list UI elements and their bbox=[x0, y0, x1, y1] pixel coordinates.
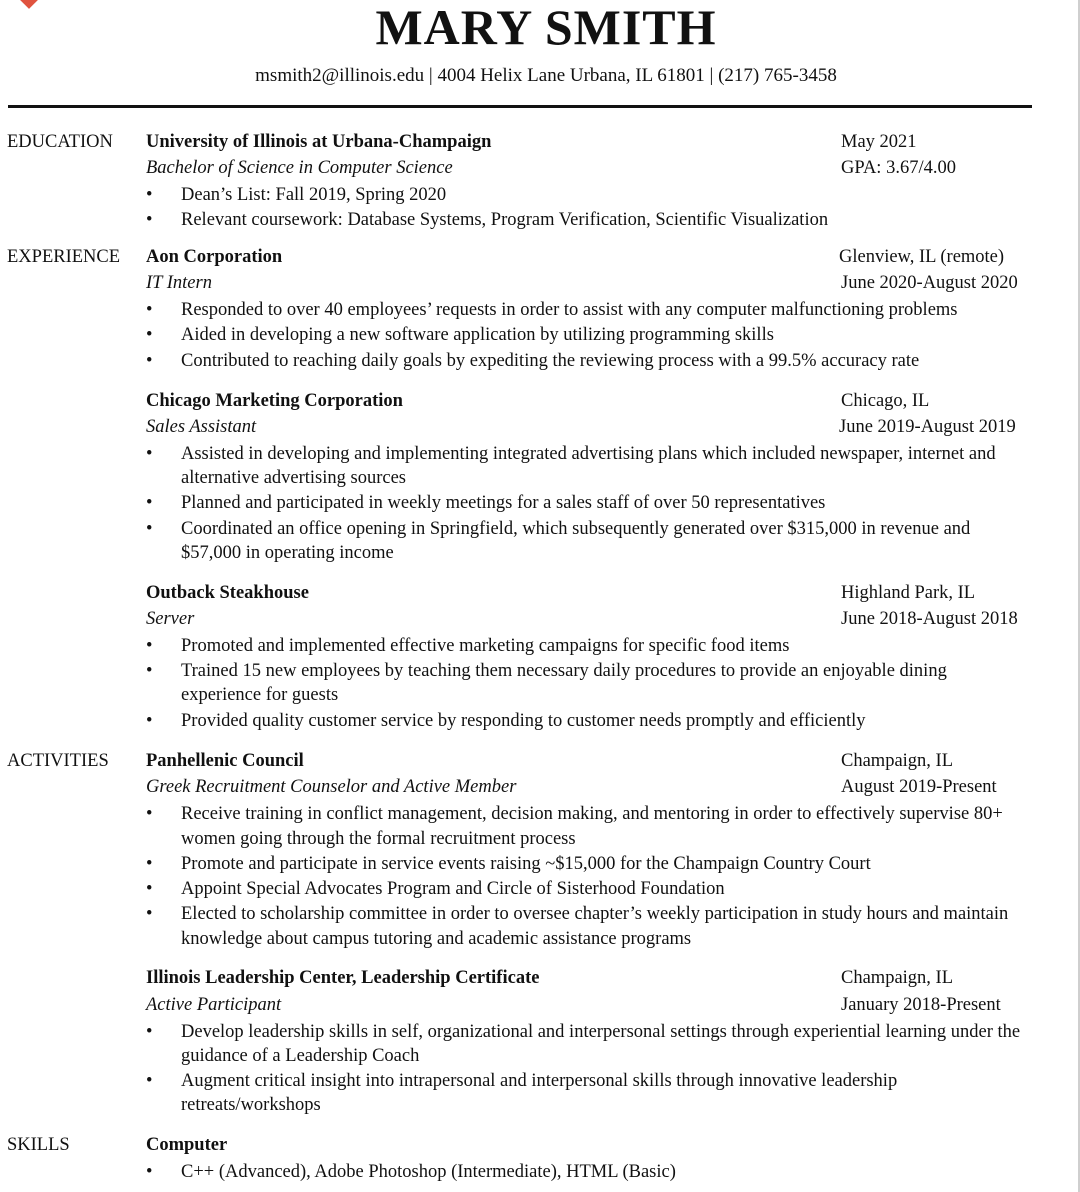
activity-role: Greek Recruitment Counselor and Active Member bbox=[146, 777, 517, 797]
bullet-text: Responded to over 40 employees’ requests in order to assist with any computer malfunctioning problems bbox=[181, 300, 958, 320]
job-dates: June 2019-August 2019 bbox=[839, 417, 1016, 437]
contact-email: msmith2@illinois.edu bbox=[255, 65, 425, 86]
activity-location: Champaign, IL bbox=[841, 968, 954, 988]
activity-location: Champaign, IL bbox=[841, 751, 954, 771]
bullet-text: C++ (Advanced), Adobe Photoshop (Intermediate), HTML (Basic) bbox=[181, 1162, 676, 1182]
degree: Bachelor of Science in Computer Science bbox=[146, 158, 453, 178]
bullet-icon: • bbox=[146, 804, 153, 824]
bullet-text: Aided in developing a new software application by utilizing programming skills bbox=[181, 325, 774, 345]
bullet-text: Augment critical insight into intrapersonal and interpersonal skills through innovative leadership bbox=[181, 1071, 898, 1091]
bullet-icon: • bbox=[146, 493, 153, 513]
bullet-icon: • bbox=[146, 711, 153, 731]
activity-org: Panhellenic Council bbox=[146, 751, 304, 771]
job-location: Highland Park, IL bbox=[841, 583, 976, 603]
bullet-text: $57,000 in operating income bbox=[181, 543, 394, 563]
job-dates: June 2020-August 2020 bbox=[841, 273, 1018, 293]
bullet-icon: • bbox=[146, 1162, 153, 1182]
bullet-text: knowledge about campus tutoring and academic assistance programs bbox=[181, 929, 692, 949]
job-role: Sales Assistant bbox=[146, 417, 257, 437]
resume-name: MARY SMITH bbox=[375, 0, 717, 55]
bullet-icon: • bbox=[146, 351, 153, 371]
bullet-icon: • bbox=[146, 300, 153, 320]
bullet-text: Assisted in developing and implementing integrated advertising plans which included newspaper, internet and bbox=[181, 444, 996, 464]
activity-role: Active Participant bbox=[146, 995, 282, 1015]
bullet-icon: • bbox=[146, 210, 153, 230]
job-org: Chicago Marketing Corporation bbox=[146, 391, 403, 411]
job-org: Aon Corporation bbox=[146, 247, 283, 267]
activity-org: Illinois Leadership Center, Leadership Certificate bbox=[146, 968, 540, 988]
bullet-text: Provided quality customer service by responding to customer needs promptly and efficiently bbox=[181, 711, 866, 731]
gpa: GPA: 3.67/4.00 bbox=[841, 158, 956, 178]
bullet-icon: • bbox=[146, 854, 153, 874]
bullet-text: women going through the formal recruitment process bbox=[181, 829, 576, 849]
school-name: University of Illinois at Urbana-Champaign bbox=[146, 132, 492, 152]
contact-address: 4004 Helix Lane Urbana, IL 61801 bbox=[437, 65, 705, 86]
job-role: Server bbox=[146, 609, 195, 629]
bullet-icon: • bbox=[146, 325, 153, 345]
bullet-icon: • bbox=[146, 904, 153, 924]
activity-dates: January 2018-Present bbox=[841, 995, 1001, 1015]
bullet-icon: • bbox=[146, 444, 153, 464]
bullet-icon: • bbox=[146, 1071, 153, 1091]
bullet-text: Appoint Special Advocates Program and Circle of Sisterhood Foundation bbox=[181, 879, 725, 899]
contact-separator: | bbox=[709, 65, 714, 86]
bullet-text: Dean’s List: Fall 2019, Spring 2020 bbox=[181, 185, 447, 205]
graduation-date: May 2021 bbox=[841, 132, 917, 152]
contact-line bbox=[0, 63, 1080, 89]
bullet-text: Elected to scholarship committee in order to oversee chapter’s weekly participation in study hours and maintain bbox=[181, 904, 1009, 924]
section-heading-experience: EXPERIENCE bbox=[7, 247, 121, 267]
job-location: Chicago, IL bbox=[841, 391, 930, 411]
bullet-text: guidance of a Leadership Coach bbox=[181, 1046, 420, 1066]
section-heading-skills: SKILLS bbox=[7, 1135, 70, 1155]
section-heading-activities: ACTIVITIES bbox=[7, 751, 109, 771]
job-dates: June 2018-August 2018 bbox=[841, 609, 1018, 629]
bullet-icon: • bbox=[146, 1022, 153, 1042]
bullet-text: Develop leadership skills in self, organizational and interpersonal settings through experiential learning under the bbox=[181, 1022, 1021, 1042]
bullet-text: experience for guests bbox=[181, 685, 339, 705]
bullet-text: Planned and participated in weekly meetings for a sales staff of over 50 representatives bbox=[181, 493, 826, 513]
bullet-text: Relevant coursework: Database Systems, Program Verification, Scientific Visualization bbox=[181, 210, 829, 230]
bullet-text: Coordinated an office opening in Springfield, which subsequently generated over $315,000 in revenue and bbox=[181, 519, 971, 539]
bullet-text: Promoted and implemented effective marketing campaigns for specific food items bbox=[181, 636, 790, 656]
bullet-text: Promote and participate in service events raising ~$15,000 for the Champaign Country Court bbox=[181, 854, 871, 874]
bullet-icon: • bbox=[146, 636, 153, 656]
bullet-icon: • bbox=[146, 661, 153, 681]
bullet-text: Receive training in conflict management, decision making, and mentoring in order to effectively supervise 80+ bbox=[181, 804, 1003, 824]
bullet-text: alternative advertising sources bbox=[181, 468, 406, 488]
activity-dates: August 2019-Present bbox=[841, 777, 997, 797]
bullet-icon: • bbox=[146, 519, 153, 539]
section-heading-education: EDUCATION bbox=[7, 132, 113, 152]
bullet-icon: • bbox=[146, 879, 153, 899]
job-role: IT Intern bbox=[146, 273, 212, 293]
skills-category: Computer bbox=[146, 1135, 228, 1155]
contact-separator: | bbox=[428, 65, 433, 86]
job-org: Outback Steakhouse bbox=[146, 583, 309, 603]
bullet-text: Contributed to reaching daily goals by expediting the reviewing process with a 99.5% accuracy rate bbox=[181, 351, 920, 371]
bullet-text: retreats/workshops bbox=[181, 1095, 321, 1115]
contact-phone: (217) 765-3458 bbox=[718, 65, 837, 86]
header-rule bbox=[8, 105, 1032, 108]
job-location: Glenview, IL (remote) bbox=[839, 247, 1005, 267]
bullet-icon: • bbox=[146, 185, 153, 205]
bullet-text: Trained 15 new employees by teaching them necessary daily procedures to provide an enjoyable dining bbox=[181, 661, 947, 681]
